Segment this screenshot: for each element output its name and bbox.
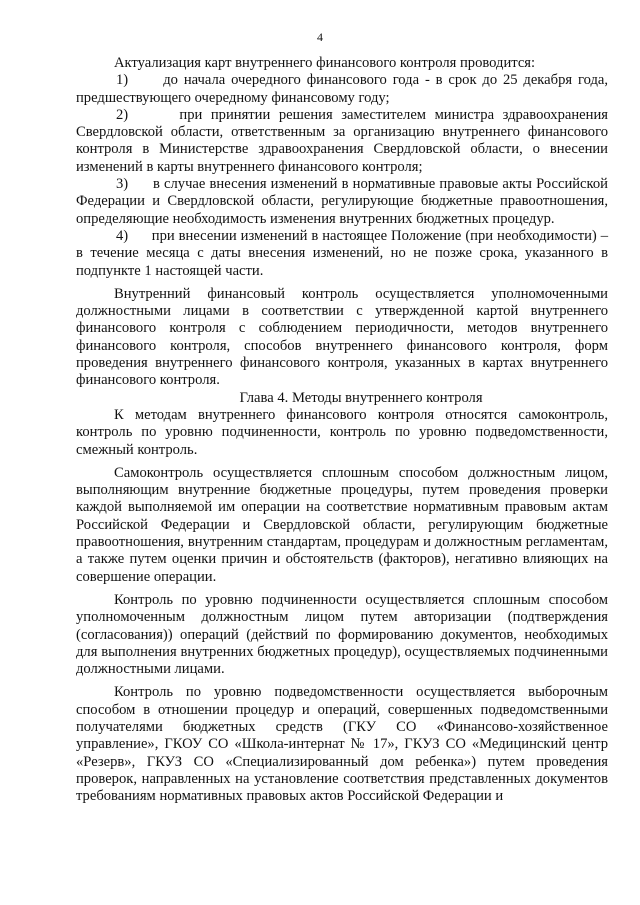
section-intro: Актуализация карт внутреннего финансового контроля проводится:: [114, 55, 536, 71]
chapter-title: Глава 4. Методы внутреннего контроля: [239, 389, 483, 406]
page-number: 4: [317, 30, 323, 44]
document-body: [76, 55, 608, 805]
paragraph: Контроль по уровню подчиненности осуществляется сплошным способом уполномоченным должностным лицом путем авторизации (подтверждения (согласования)) операций (действий по формированию документов, необходимых для выполнения внутренних бюджетных процедур), осуществляемых подчиненными должностными лицами.: [76, 591, 608, 678]
paragraph: К методам внутреннего финансового контроля относятся самоконтроль, контроль по уровню подчиненности, контроль по уровню подведомственности, смежный контроль.: [76, 406, 608, 458]
list-item: 2) при принятии решения заместителем министра здравоохранения Свердловской области, ответственным за организацию внутреннего финансового контроля в Министерстве здравоохранения Свердловской области, о внесении изменений в карты внутреннего финансового контроля;: [76, 106, 608, 175]
paragraph: Самоконтроль осуществляется сплошным способом должностным лицом, выполняющим внутренние бюджетные процедуры, путем проведения проверки каждой выполняемой им операции на соответствие нормативным правовым актам Российской Федерации и Свердловской области, регулирующим бюджетные правоотношения, внутренним стандартам, процедурам и должностным регламентам, а также путем оценки причин и обстоятельств (факторов), негативно влияющих на совершение операции.: [76, 464, 608, 585]
list-item: 4) при внесении изменений в настоящее Положение (при необходимости) – в течение месяца с даты внесения изменений, но не позже срока, указанного в подпункте 1 настоящей части.: [76, 227, 608, 279]
paragraph: Контроль по уровню подведомственности осуществляется выборочным способом в отношении процедур и операций, совершенных подведомственными получателями бюджетных средств (ГКУ СО «Финансово-хозяйственное управление», ГКОУ СО «Школа-интернат № 17», ГКУЗ СО «Медицинский центр «Резерв», ГКУЗ СО «Специализированный дом ребенка») путем проведения проверок, направленных на установление соответствия представленных документов требованиям нормативных правовых актов Российской Федерации и: [76, 684, 608, 805]
section-closing-paragraph: Внутренний финансовый контроль осуществляется уполномоченными должностными лицами в соответствии с утвержденной картой внутреннего финансового контроля с соблюдением периодичности, методов внутреннего финансового контроля, способов внутреннего финансового контроля, форм проведения внутреннего финансового контроля, указанных в картах внутреннего финансового контроля.: [76, 285, 608, 389]
list-item: 1) до начала очередного финансового года - в срок до 25 декабря года, предшествующего очередному финансовому году;: [76, 72, 608, 106]
list-item: 3) в случае внесения изменений в нормативные правовые акты Российской Федерации и Свердловской области, регулирующие бюджетные правоотношения, определяющие необходимость изменения внутренних бюджетных процедур.: [76, 176, 608, 227]
